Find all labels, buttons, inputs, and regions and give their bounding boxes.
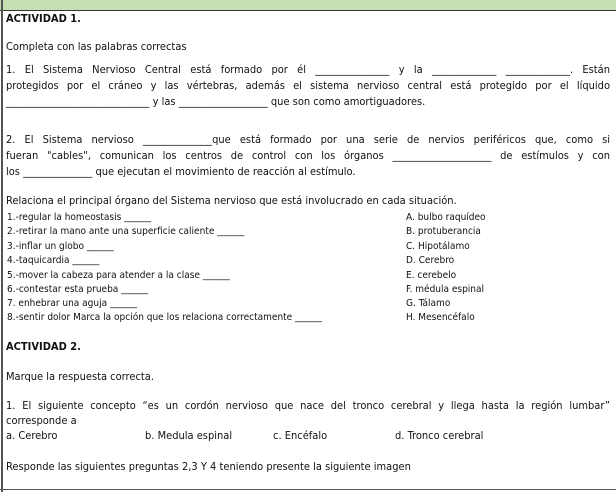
q1-line: _____________________________ y las __________________ que son como amortiguadores. — [6, 95, 426, 108]
situation-item: 7. enhebrar una aguja ______ — [7, 298, 137, 309]
actividad1-instruction: Completa con las palabras correctas — [6, 40, 187, 53]
a2-q1-line: corresponde a — [6, 414, 77, 427]
answer-option-b: b. Medula espinal — [145, 429, 233, 442]
answer-option-a: a. Cerebro — [6, 429, 58, 442]
answer-option-c: c. Encéfalo — [273, 429, 328, 442]
situation-item: 8.-sentir dolor Marca la opción que los relaciona correctamente ______ — [7, 312, 323, 323]
q1-line: 1. El Sistema Nervioso Central está formado por él _______________ y la _____________ _____________. Están — [6, 63, 610, 76]
footer-instruction: Responde las siguientes preguntas 2,3 Y 4 teniendo presente la siguiente imagen — [6, 460, 411, 473]
q2-line: 2. El Sistema nervioso ______________que está formado por una serie de nervios periféricos que, como si — [6, 133, 610, 146]
situation-item: 1.-regular la homeostasis ______ — [7, 212, 152, 223]
situation-item: 6.-contestar esta prueba ______ — [7, 284, 149, 295]
bottom-border — [0, 489, 616, 490]
q2-line: los ______________ que ejecutan el movimiento de reacción al estímulo. — [6, 165, 356, 178]
a2-q1-line: 1. El siguiente concepto “es un cordón nervioso que nace del tronco cerebral y llega hasta la región lumbar” — [6, 399, 610, 412]
organ-option: F. médula espinal — [406, 284, 485, 295]
situation-item: 4.-taquicardia ______ — [7, 255, 100, 266]
q1-line: protegidos por el cráneo y las vértebras, además el sistema nervioso central está protegido por el líquido — [6, 79, 610, 92]
actividad2-instruction: Marque la respuesta correcta. — [6, 370, 154, 383]
q2-line: fueran "cables", comunican los centros de control con los órganos ____________________ de estímulos y con — [6, 149, 610, 162]
organ-option: A. bulbo raquídeo — [406, 212, 486, 223]
header-bar — [0, 0, 616, 11]
organ-option: E. cerebelo — [406, 270, 457, 281]
organ-option: B. protuberancia — [406, 226, 481, 237]
situation-item: 5.-mover la cabeza para atender a la clase ______ — [7, 270, 230, 281]
left-border — [1, 0, 3, 492]
actividad2-title: ACTIVIDAD 2. — [6, 340, 81, 353]
organ-option: C. Hipotálamo — [406, 241, 470, 252]
situation-item: 2.-retirar la mano ante una superficie caliente ______ — [7, 226, 245, 237]
organ-option: G. Tálamo — [406, 298, 451, 309]
relate-instruction: Relaciona el principal órgano del Sistema nervioso que está involucrado en cada situación. — [6, 194, 457, 207]
organ-option: H. Mesencéfalo — [406, 312, 475, 323]
situation-item: 3.-inflar un globo ______ — [7, 241, 114, 252]
organ-option: D. Cerebro — [406, 255, 455, 266]
answer-option-d: d. Tronco cerebral — [395, 429, 484, 442]
actividad1-title: ACTIVIDAD 1. — [6, 12, 81, 25]
